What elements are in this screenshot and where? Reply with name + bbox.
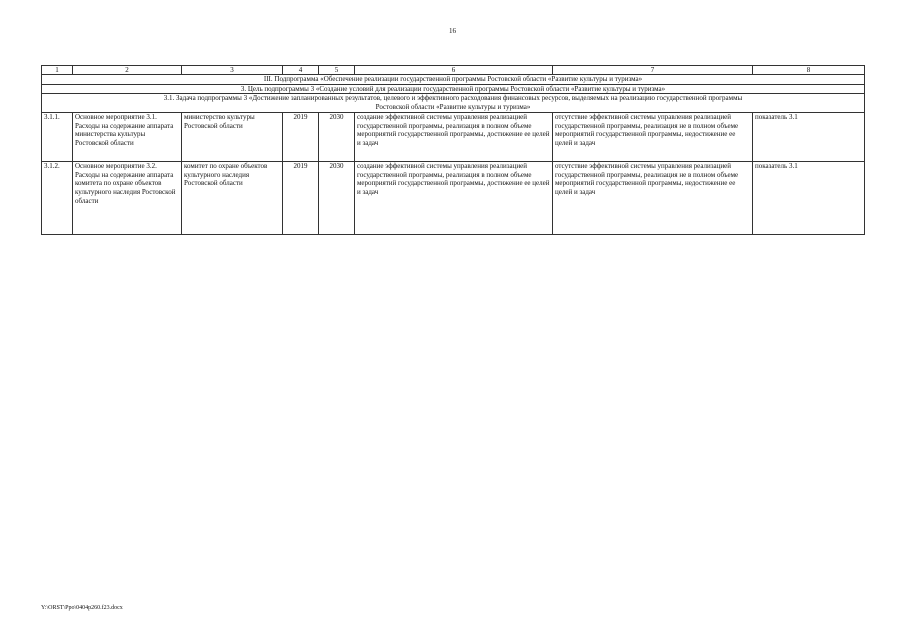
column-number: 6 [355, 66, 553, 75]
table-row [42, 161, 865, 234]
expected-result: создание эффективной системы управления реализацией государственной программы, реализация в полном объеме мероприятий государственной программы, достижение ее целей и задач [355, 161, 553, 234]
start-year: 2019 [283, 161, 319, 234]
activity-name: Основное мероприятие 3.2. Расходы на содержание аппарата комитета по охране объектов культурного наследия Ростовской области [73, 161, 182, 234]
end-year: 2030 [319, 161, 355, 234]
consequences: отсутствие эффективной системы управления реализацией государственной программы, реализация не в полном объеме мероприятий государственной программы, недостижение ее целей и задач [553, 161, 753, 234]
document-path: Y:\ORST\Ppo\0404p260.f23.docx [41, 605, 123, 611]
expected-result: создание эффективной системы управления реализацией государственной программы, реализация в полном объеме мероприятий государственной программы, достижение ее целей и задач [355, 112, 553, 161]
indicator: показатель 3.1 [753, 161, 865, 234]
column-number: 1 [42, 66, 73, 75]
activity-name: Основное мероприятие 3.1. Расходы на содержание аппарата министерства культуры Ростовской области [73, 112, 182, 161]
indicator: показатель 3.1 [753, 112, 865, 161]
task-row [42, 94, 865, 112]
subprogram-title: III. Подпрограмма «Обеспечение реализации государственной программы Ростовской области «Развитие культуры и туризма» [42, 75, 865, 85]
column-number: 7 [553, 66, 753, 75]
start-year: 2019 [283, 112, 319, 161]
column-number: 4 [283, 66, 319, 75]
column-number: 8 [753, 66, 865, 75]
column-number: 3 [182, 66, 283, 75]
page-number: 16 [449, 27, 456, 35]
column-number: 2 [73, 66, 182, 75]
table-row [42, 112, 865, 161]
task-title: 3.1. Задача подпрограммы 3 «Достижение запланированных результатов, целевого и эффективного расходования финансовых ресурсов, выделяемых на реализацию государственной программы Ростовской области «Развитие культуры и туризма» [42, 94, 865, 112]
executor: комитет по охране объектов культурного наследия Ростовской области [182, 161, 283, 234]
column-number-row [42, 66, 865, 75]
consequences: отсутствие эффективной системы управления реализацией государственной программы, реализация не в полном объеме мероприятий государственной программы, недостижение ее целей и задач [553, 112, 753, 161]
subprogram-row [42, 75, 865, 85]
column-number: 5 [319, 66, 355, 75]
row-number: 3.1.1. [42, 112, 73, 161]
executor: министерство культуры Ростовской области [182, 112, 283, 161]
end-year: 2030 [319, 112, 355, 161]
activities-table [41, 65, 865, 235]
row-number: 3.1.2. [42, 161, 73, 234]
goal-title: 3. Цель подпрограммы 3 «Создание условий для реализации государственной программы Ростовской области «Развитие культуры и туризма» [42, 84, 865, 94]
goal-row [42, 84, 865, 94]
